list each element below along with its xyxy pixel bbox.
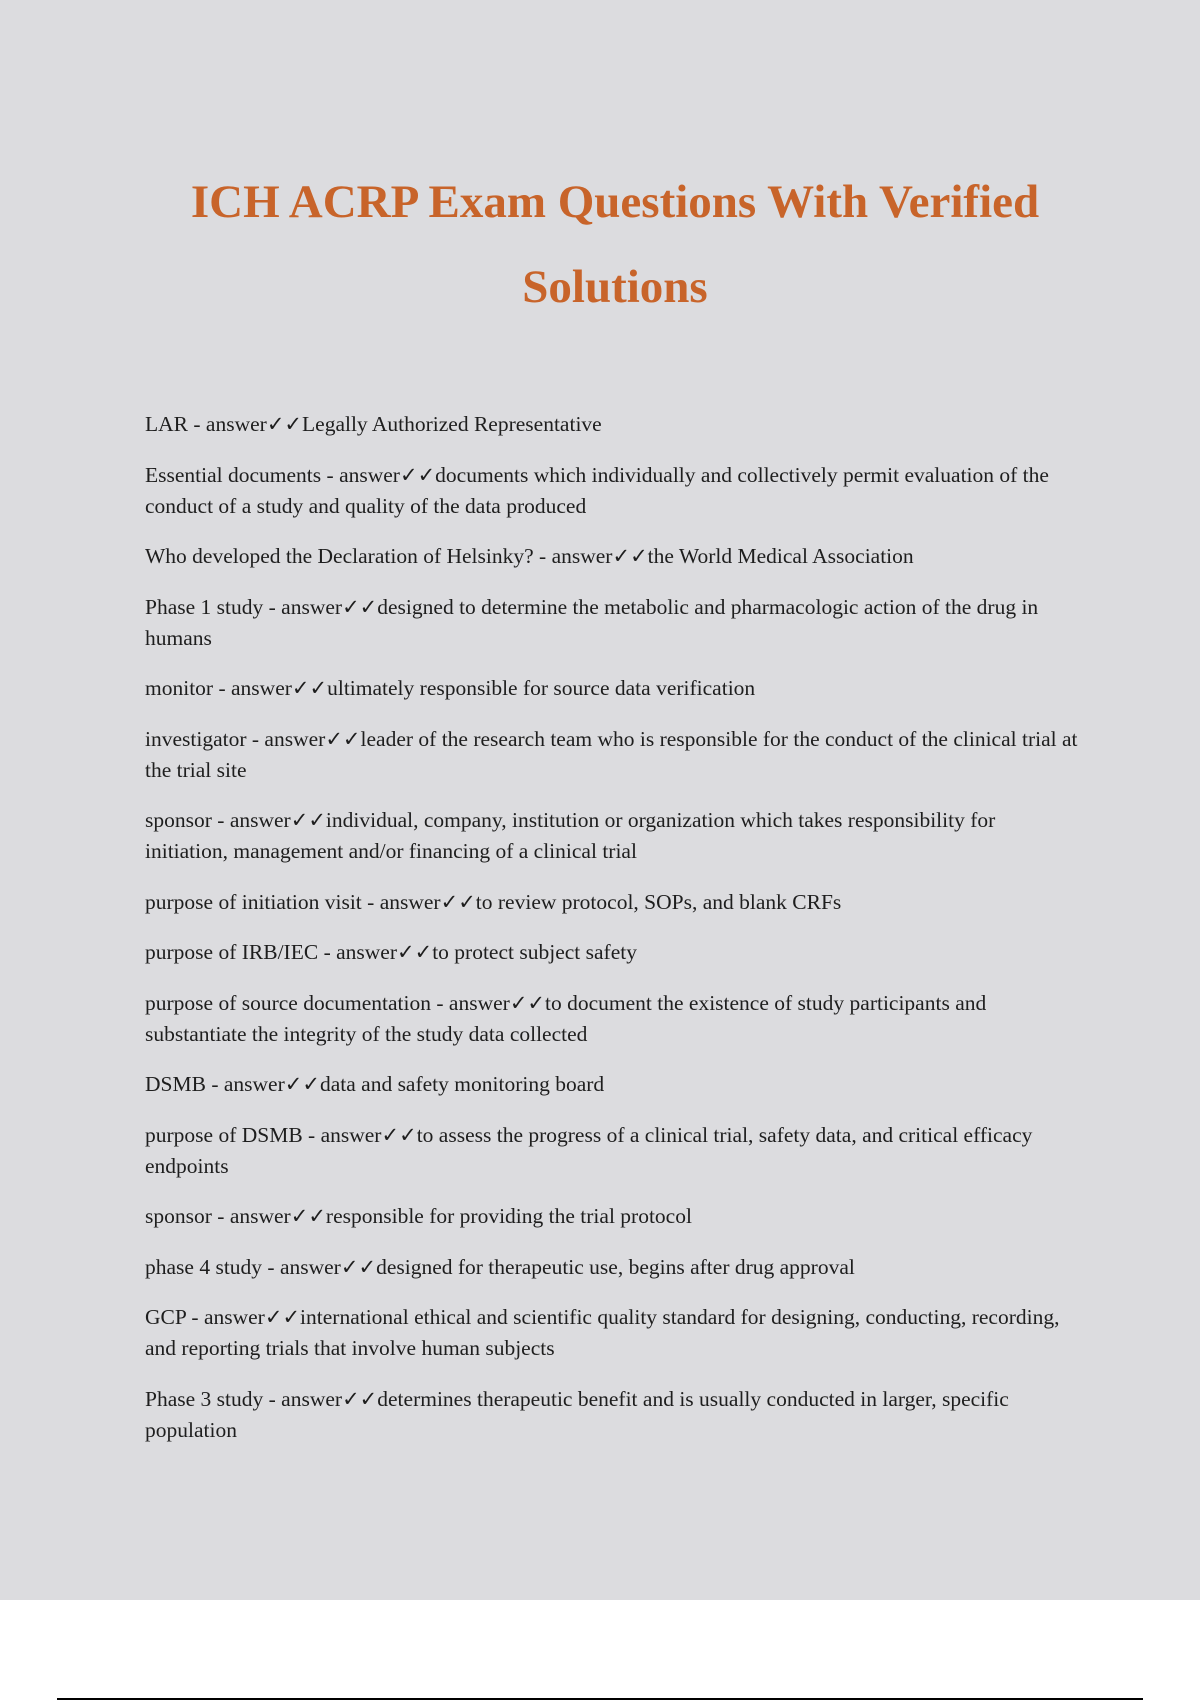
qa-answer: leader of the research team who is responsible for the conduct of the clinical trial at the trial site [145, 726, 1078, 782]
qa-term: sponsor [145, 808, 212, 832]
qa-item [145, 724, 1080, 786]
double-check-icon: ✓✓ [266, 412, 303, 436]
qa-answer: responsible for providing the trial protocol [325, 1204, 692, 1228]
qa-item [145, 1120, 1080, 1182]
qa-item [145, 1252, 1080, 1283]
answer-label: - answer [302, 1122, 382, 1147]
double-check-icon: ✓✓ [381, 1122, 417, 1147]
qa-answer: international ethical and scientific quality standard for designing, conducting, recording, and reporting trials that involve human subjects [145, 1305, 1060, 1360]
qa-answer: to protect subject safety [432, 940, 637, 964]
qa-term: sponsor [145, 1204, 212, 1228]
qa-term: investigator [145, 726, 247, 751]
double-check-icon: ✓✓ [264, 1305, 301, 1329]
qa-answer: data and safety monitoring board [319, 1072, 605, 1096]
double-check-icon: ✓✓ [342, 1386, 378, 1411]
qa-item [145, 988, 1080, 1050]
qa-item [145, 1384, 1080, 1446]
double-check-icon: ✓✓ [440, 889, 476, 914]
qa-term: Who developed the Declaration of Helsinky? [145, 544, 534, 568]
answer-label: - answer [361, 889, 441, 914]
answer-label: - answer [211, 1204, 291, 1228]
qa-answer: documents which individually and collectively permit evaluation of the conduct of a study and quality of the data produced [145, 462, 1049, 518]
qa-term: LAR [145, 412, 188, 436]
qa-item [145, 1201, 1080, 1232]
qa-answer: to assess the progress of a clinical trial, safety data, and critical efficacy endpoints [145, 1122, 1033, 1178]
double-check-icon: ✓✓ [290, 1204, 326, 1228]
answer-label: - answer [263, 1386, 343, 1411]
qa-item [145, 805, 1080, 867]
double-check-icon: ✓✓ [612, 544, 648, 568]
qa-answer: Legally Authorized Representative [302, 412, 602, 436]
qa-term: Phase 1 study [145, 594, 264, 619]
double-check-icon: ✓✓ [397, 940, 433, 964]
answer-label: - answer [431, 990, 510, 1015]
qa-item [145, 937, 1080, 968]
qa-term: monitor [145, 676, 214, 700]
qa-term: purpose of source documentation [145, 990, 431, 1015]
qa-item [145, 1069, 1080, 1100]
double-check-icon: ✓✓ [325, 726, 361, 751]
qa-answer: designed to determine the metabolic and pharmacologic action of the drug in humans [145, 594, 1039, 650]
qa-answer: individual, company, institution or organization which takes responsibility for initiation, management and/or financing of a clinical trial [145, 808, 996, 863]
answer-label: - answer [262, 1254, 341, 1279]
qa-term: DSMB [145, 1072, 206, 1096]
double-check-icon: ✓✓ [291, 676, 328, 700]
double-check-icon: ✓✓ [342, 594, 378, 619]
qa-answer: designed for therapeutic use, begins after drug approval [376, 1254, 855, 1279]
answer-label: - answer [205, 1072, 285, 1096]
qa-item [145, 1302, 1080, 1364]
qa-item [145, 673, 1080, 704]
double-check-icon: ✓✓ [340, 1254, 377, 1279]
qa-answer: to document the existence of study participants and substantiate the integrity of the study data collected [145, 990, 987, 1046]
qa-item [145, 460, 1080, 522]
answer-label: - answer [321, 462, 400, 487]
answer-label: - answer [213, 676, 292, 700]
qa-list [145, 409, 1080, 1465]
qa-term: GCP [145, 1305, 187, 1329]
qa-item [145, 592, 1080, 654]
qa-answer: determines therapeutic benefit and is usually conducted in larger, specific population [145, 1386, 1009, 1442]
qa-term: purpose of IRB/IEC [145, 940, 319, 964]
answer-label: - answer [318, 940, 397, 964]
document-title: ICH ACRP Exam Questions With Verified Solutions [190, 176, 1040, 313]
page-bottom-margin [0, 1600, 1200, 1700]
qa-item [145, 887, 1080, 918]
double-check-icon: ✓✓ [399, 462, 436, 487]
double-check-icon: ✓✓ [509, 990, 546, 1015]
double-check-icon: ✓✓ [290, 808, 326, 832]
qa-answer: to review protocol, SOPs, and blank CRFs [475, 889, 842, 914]
answer-label: - answer [533, 544, 613, 568]
qa-term: Essential documents [145, 462, 322, 487]
qa-term: purpose of initiation visit [145, 889, 362, 914]
qa-term: phase 4 study [145, 1254, 263, 1279]
answer-label: - answer [246, 726, 326, 751]
qa-answer: ultimately responsible for source data verification [327, 676, 756, 700]
double-check-icon: ✓✓ [284, 1072, 320, 1096]
qa-answer: the World Medical Association [647, 544, 914, 568]
qa-term: Phase 3 study [145, 1386, 264, 1411]
qa-term: purpose of DSMB [145, 1122, 303, 1147]
answer-label: - answer [263, 594, 343, 619]
answer-label: - answer [186, 1305, 265, 1329]
answer-label: - answer [188, 412, 267, 436]
qa-item [145, 409, 1080, 440]
answer-label: - answer [211, 808, 291, 832]
qa-item [145, 541, 1080, 572]
